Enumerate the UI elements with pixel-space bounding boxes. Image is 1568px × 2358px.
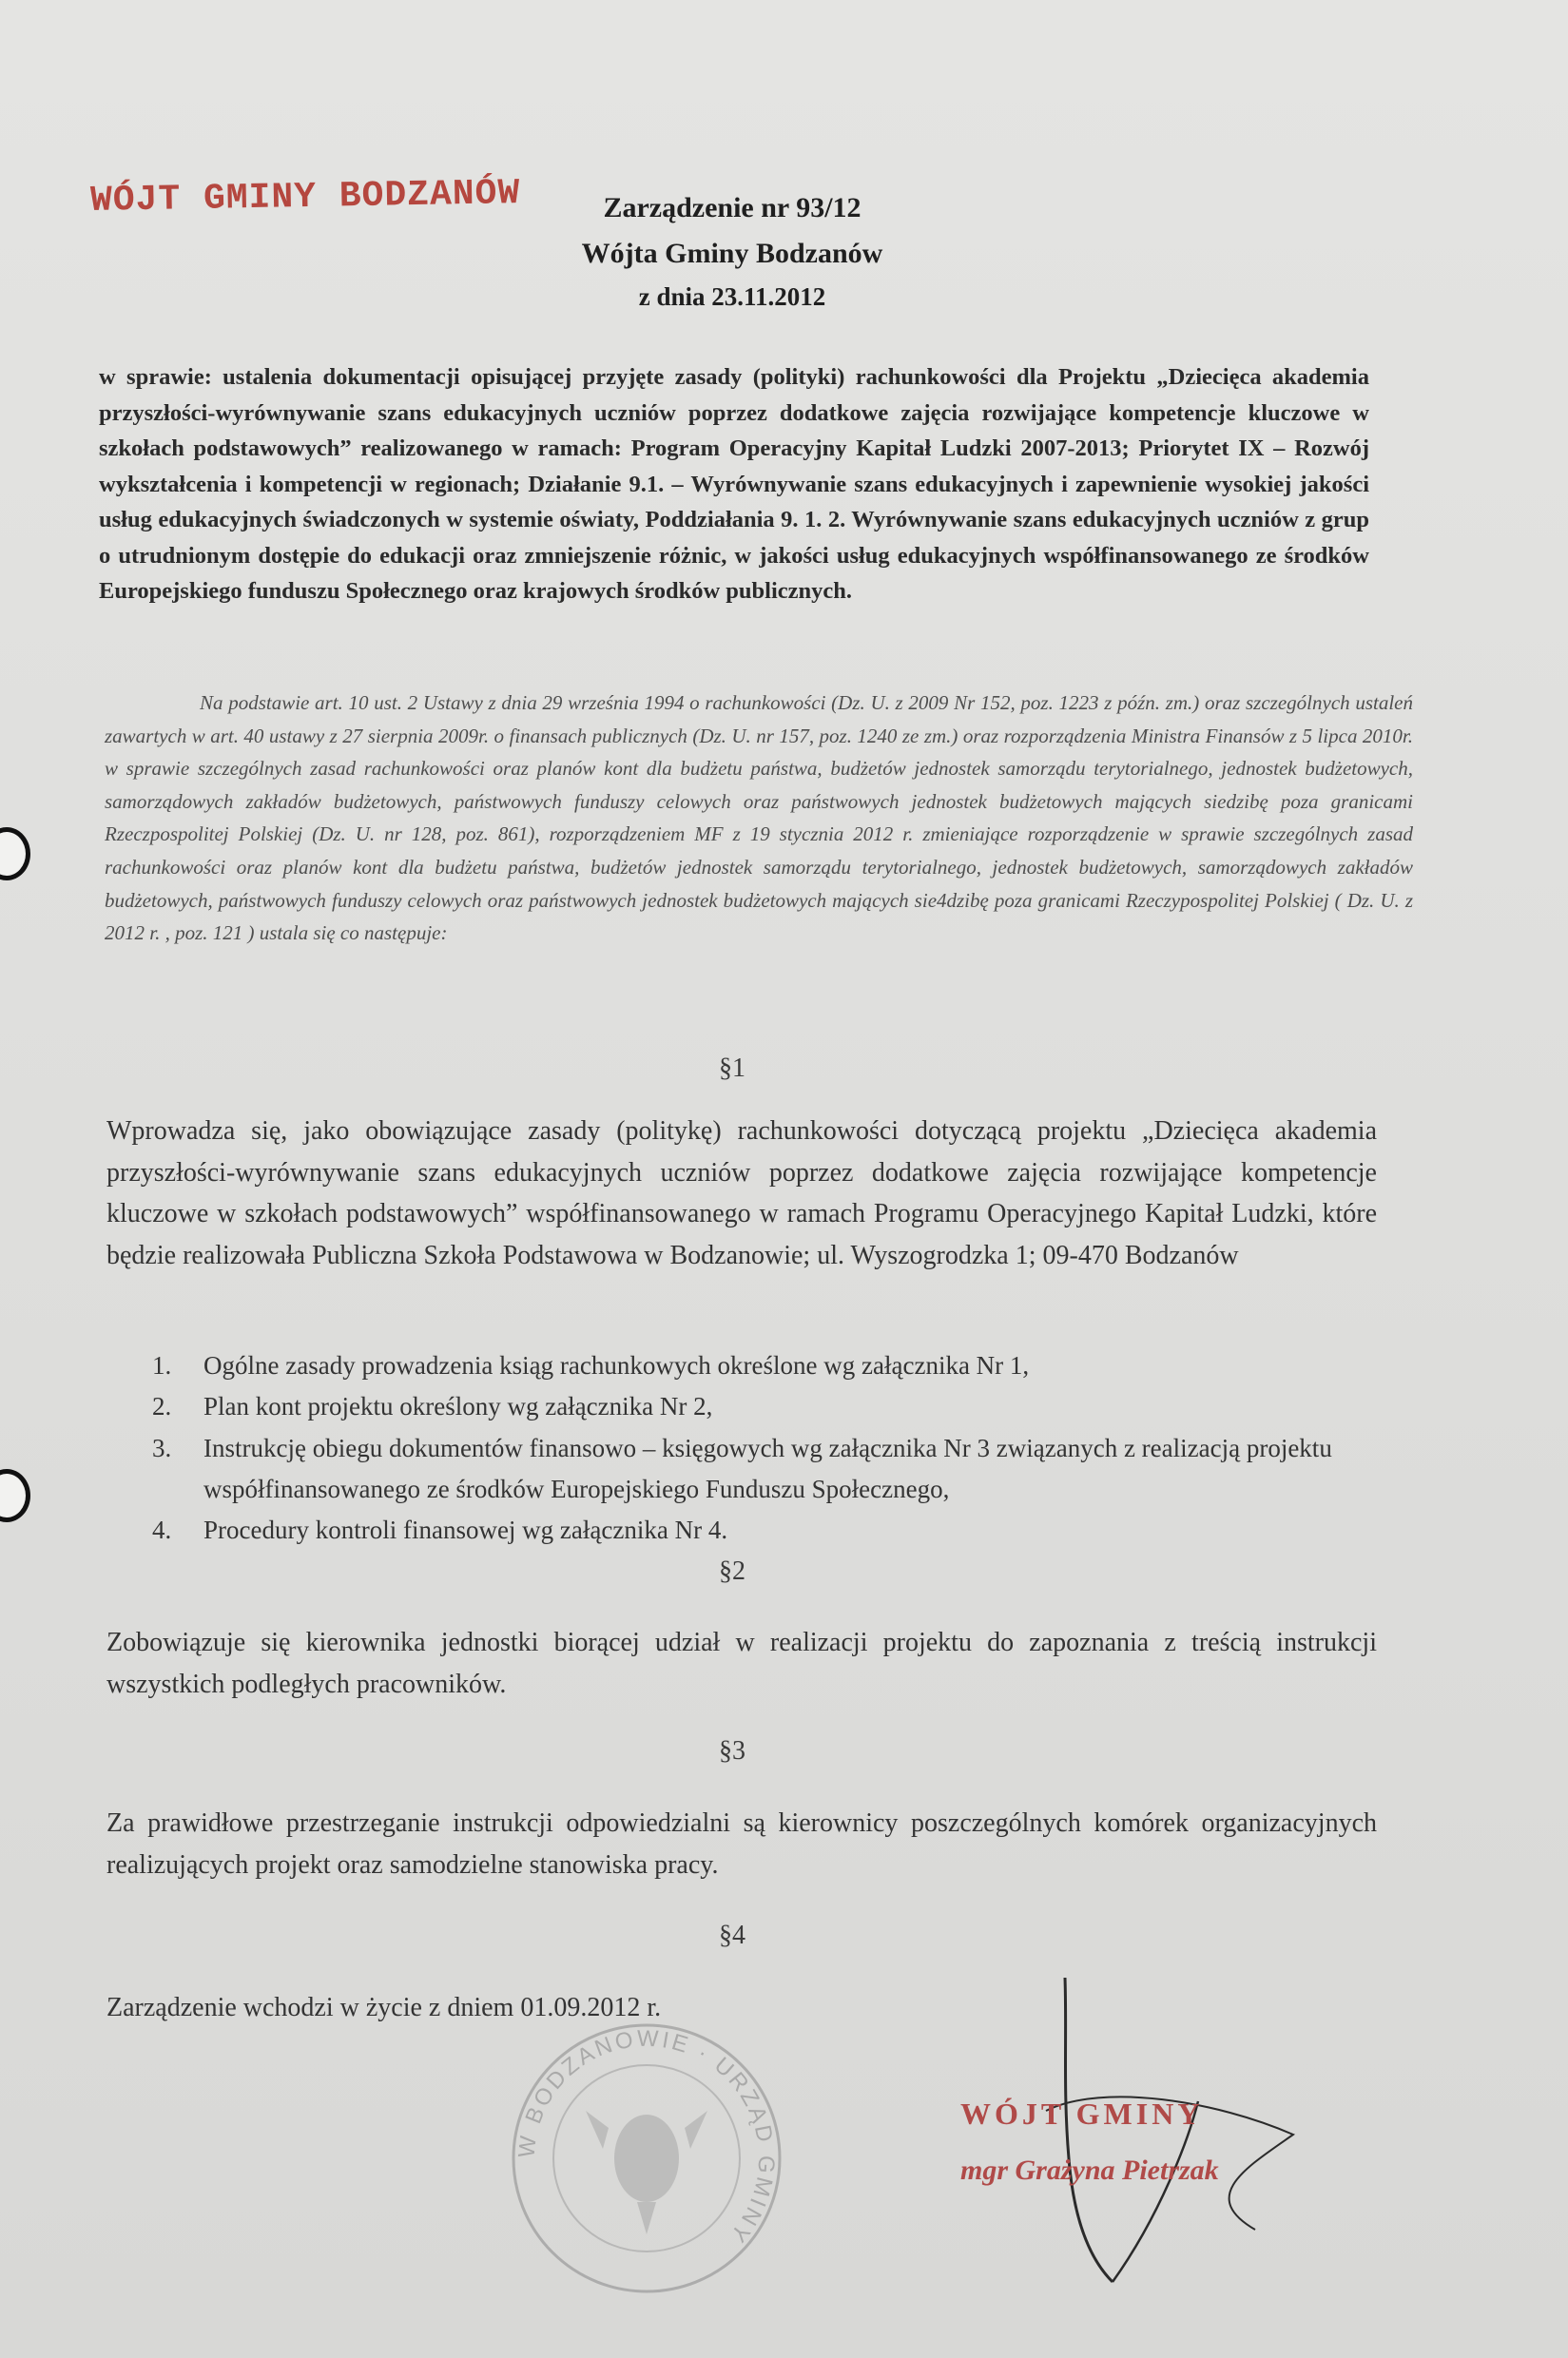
list-item: 3. Instrukcję obiegu dokumentów finansowo – księgowych wg załącznika Nr 3 związanych z realizacją projektu współfinansowanego ze środków Europejskiego Funduszu Społecznego, bbox=[152, 1433, 1332, 1503]
binder-hole bbox=[0, 827, 30, 880]
binder-hole bbox=[0, 1469, 30, 1522]
section-2-text: Zobowiązuje się kierownika jednostki biorącej udział w realizacji projektu do zapoznania z treścią instrukcji wszystkich podległych pracowników. bbox=[106, 1628, 1377, 1699]
section-4-text: Zarządzenie wchodzi w życie z dniem 01.09.2012 r. bbox=[106, 1993, 662, 2022]
official-round-stamp bbox=[504, 2016, 789, 2301]
signature-title: WÓJT GMINY bbox=[960, 2097, 1204, 2131]
ordinance-issuer: Wójta Gminy Bodzanów bbox=[581, 238, 883, 269]
section-3-heading: §3 bbox=[719, 1736, 745, 1766]
list-item: 2. Plan kont projektu określony wg załącznika Nr 2, bbox=[152, 1392, 713, 1421]
svg-text:W BODZANOWIE · URZĄD GMINY: W BODZANOWIE · URZĄD GMINY bbox=[513, 2025, 780, 2250]
signatory-name: mgr Grażyna Pietrzak bbox=[960, 2155, 1219, 2186]
ordinance-number: Zarządzenie nr 93/12 bbox=[603, 192, 861, 223]
list-item: 4. Procedury kontroli finansowej wg załącznika Nr 4. bbox=[152, 1516, 728, 1545]
section-4-heading: §4 bbox=[719, 1921, 745, 1950]
header-stamp: WÓJT GMINY BODZANÓW bbox=[89, 173, 521, 222]
signature-block bbox=[960, 2097, 1331, 2187]
list-item: 1. Ogólne zasady prowadzenia ksiąg rachunkowych określone wg załącznika Nr 1, bbox=[152, 1351, 1030, 1380]
ordinance-date: z dnia 23.11.2012 bbox=[638, 282, 826, 311]
section-2-heading: §2 bbox=[719, 1556, 745, 1586]
section-3-text: Za prawidłowe przestrzeganie instrukcji odpowiedzialni są kierownicy poszczególnych komórek organizacyjnych realizujących projekt oraz samodzielne stanowiska pracy. bbox=[106, 1808, 1377, 1880]
legal-basis: Na podstawie art. 10 ust. 2 Ustawy z dnia 29 września 1994 o rachunkowości (Dz. U. z 2009 Nr 152, poz. 1223 z późn. zm.) oraz szczególnych ustaleń zawartych w art. 40 ustawy z 27 sierpnia 2009r. o finansach publicznych (Dz. U. nr 157, poz. 1240 ze zm.) oraz rozporządzenia Ministra Finansów z 5 lipca 2010r. w sprawie szczególnych zasad rachunkowości oraz planów kont dla budżetu państwa, budżetów jednostek samorządu terytorialnego, jednostek budżetowych, samorządowych zakładów budżetowych, państwowych funduszy celowych oraz państwowych jednostek budżetowych mających siedzibę poza granicami Rzeczpospolitej Polskiej (Dz. U. nr 128, poz. 861), rozporządzeniem MF z 19 stycznia 2012 r. zmieniające rozporządzenie w sprawie szczególnych zasad rachunkowości oraz planów kont dla budżetu państwa, budżetów jednostek samorządu terytorialnego, jednostek budżetowych, samorządowych zakładów budżetowych, państwowych funduszy celowych oraz państwowych jednostek budżetowych mających sie4dzibę poza granicami Rzeczypospolitej Polskiej ( Dz. U. z 2012 r. , poz. 121 ) ustala się co następuje: bbox=[105, 691, 1413, 945]
section-1-heading: §1 bbox=[719, 1053, 745, 1083]
section-1-text: Wprowadza się, jako obowiązujące zasady (politykę) rachunkowości dotyczącą projektu „Dziecięca akademia przyszłości-wyrównywanie szans edukacyjnych uczniów poprzez dodatkowe zajęcia rozwijające kompetencje kluczowe w szkołach podstawowych” współfinansowanego w ramach Programu Operacyjnego Kapitał Ludzki, które będzie realizowała Publiczna Szkoła Podstawowa w Bodzanowie; ul. Wyszogrodzka 1; 09-470 Bodzanów bbox=[106, 1116, 1377, 1270]
ordinance-subject: w sprawie: ustalenia dokumentacji opisującej przyjęte zasady (polityki) rachunkowości dla Projektu „Dziecięca akademia przyszłości-wyrównywanie szans edukacyjnych uczniów poprzez dodatkowe zajęcia rozwijające kompetencje kluczowe w szkołach podstawowych” realizowanego w ramach: Program Operacyjny Kapitał Ludzki 2007-2013; Priorytet IX – Rozwój wykształcenia i kompetencji w regionach; Działanie 9.1. – Wyrównywanie szans edukacyjnych i zapewnienie wysokiej jakości usług edukacyjnych świadczonych w systemie oświaty, Poddziałania 9. 1. 2. Wyrównywanie szans edukacyjnych uczniów z grup o utrudnionym dostępie do edukacji oraz zmniejszenie różnic, w jakości usług edukacyjnych współfinansowanego ze środków Europejskiego funduszu Społecznego oraz krajowych środków publicznych. bbox=[99, 364, 1369, 604]
attachments-list bbox=[152, 1345, 1379, 1551]
